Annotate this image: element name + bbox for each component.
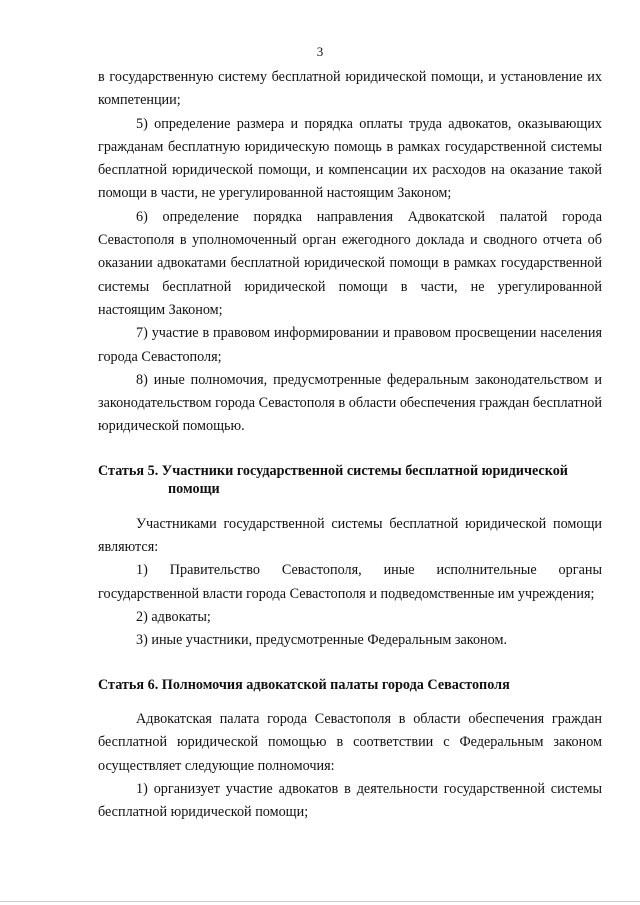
paragraph-item-8: 8) иные полномочия, предусмотренные федеральным законодательством и законодательством города Севастополя в области обеспечения граждан бесплатной юридической помощью.: [98, 371, 602, 435]
article-5-intro: Участниками государственной системы бесплатной юридической помощи являются:: [98, 515, 602, 556]
article-5-item-1: 1) Правительство Севастополя, иные исполнительные органы государственной власти города Севастополя и подведомственные им учреждения;: [98, 562, 602, 602]
article-6-item-1: 1) организует участие адвокатов в деятельности государственной системы бесплатной юридической помощи;: [98, 780, 602, 821]
paragraph-item-7: 7) участие в правовом информировании и правовом просвещении населения города Севастополя;: [98, 325, 602, 365]
article-5-item-3: 3) иные участники, предусмотренные Федеральным законом.: [136, 632, 507, 649]
paragraph-item-6: 6) определение порядка направления Адвокатской палатой города Севастополя в уполномоченный орган ежегодного доклада и сводного отчета об оказании адвокатами бесплатной юридической помощи в рамках государственной системы бесплатной юридической помощи в части, не урегулированной настоящим Законом;: [98, 208, 602, 318]
paragraph-item-5: 5) определение размера и порядка оплаты труда адвокатов, оказывающих гражданам бесплатную юридическую помощь в рамках государственной системы бесплатной юридической помощи, и компенсации их расходов на оказание такой помощи в части, не урегулированной настоящим Законом;: [98, 115, 602, 202]
article-6-intro: Адвокатская палата города Севастополя в области обеспечения граждан бесплатной юридической помощью в соответствии с Федеральным законом осуществляет следующие полномочия:: [98, 711, 602, 774]
document-body: [98, 66, 602, 825]
article-5-heading: Статья 5. Участники государственной системы бесплатной юридической помощи: [98, 462, 568, 498]
article-5-item-2: 2) адвокаты;: [136, 608, 211, 625]
page-bottom-edge: [0, 901, 640, 902]
page-number: 3: [316, 44, 324, 59]
article-6-heading: Статья 6. Полномочия адвокатской палаты города Севастополя: [98, 676, 510, 693]
paragraph-continuation: в государственную систему бесплатной юридической помощи, и установление их компетенции;: [98, 69, 602, 109]
